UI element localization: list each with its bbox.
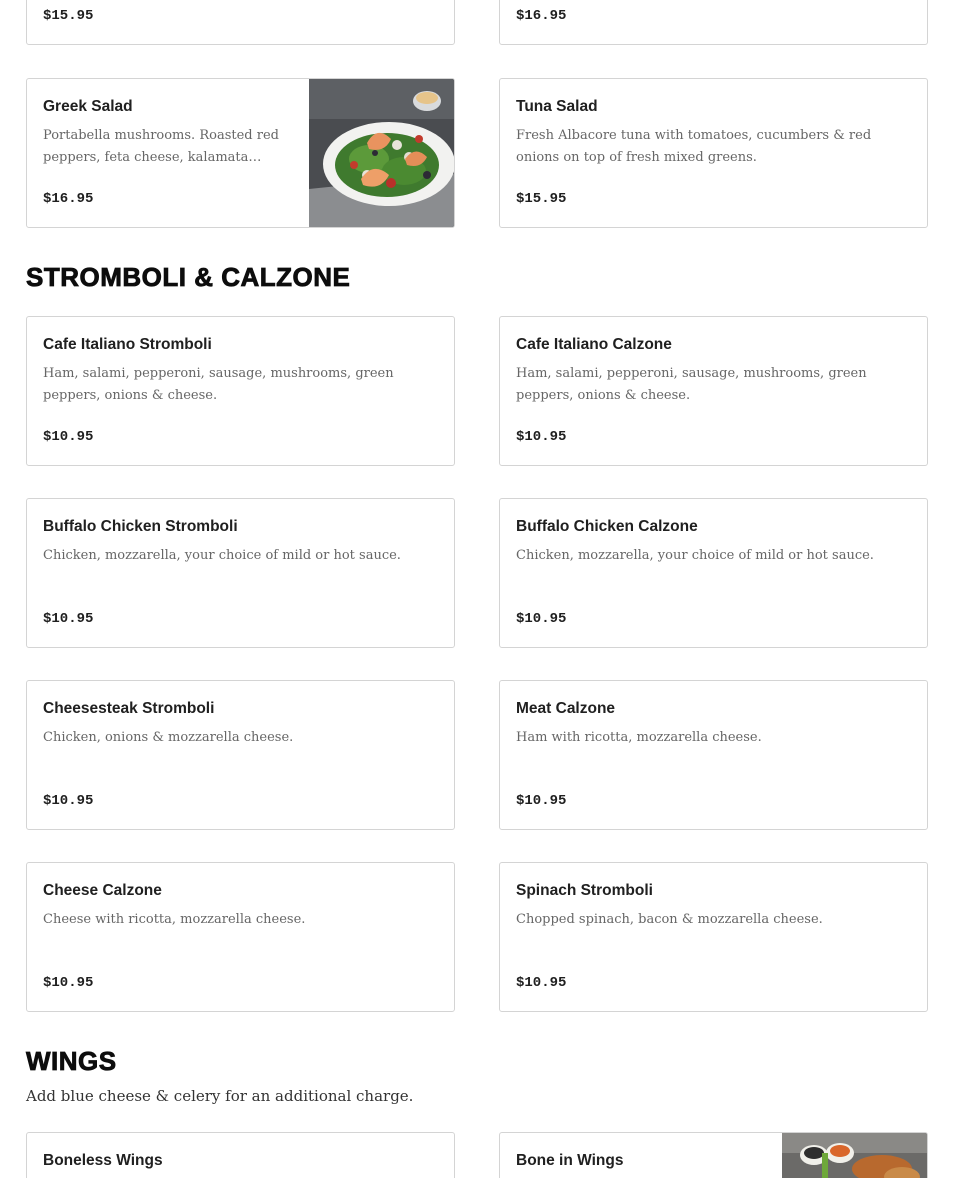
bone-in-wings-photo — [782, 1133, 927, 1178]
greek-salad-photo — [309, 79, 454, 227]
item-name: Cheesesteak Stromboli — [43, 700, 215, 717]
item-price: $10.95 — [516, 611, 567, 627]
item-name: Cafe Italiano Calzone — [516, 336, 672, 353]
menu-item-card-tuna-salad[interactable] — [499, 78, 928, 228]
item-description: Ham with ricotta, mozzarella cheese. — [516, 730, 762, 745]
menu-item-card[interactable] — [26, 316, 455, 466]
item-price: $15.95 — [43, 8, 94, 24]
item-name: Bone in Wings — [516, 1152, 624, 1169]
item-price: $15.95 — [516, 191, 567, 207]
item-description: Fresh Albacore tuna with tomatoes, cucumbers & red onions on top of fresh mixed greens. — [516, 128, 872, 165]
item-description: Chicken, mozzarella, your choice of mild or hot sauce. — [43, 548, 401, 563]
item-description: Chicken, mozzarella, your choice of mild or hot sauce. — [516, 548, 874, 563]
item-name: Spinach Stromboli — [516, 882, 653, 899]
item-price: $10.95 — [43, 429, 94, 445]
item-price: $10.95 — [43, 975, 94, 991]
item-name: Tuna Salad — [516, 98, 598, 115]
item-price: $10.95 — [43, 793, 94, 809]
item-name: Buffalo Chicken Stromboli — [43, 518, 238, 535]
section-note: Add blue cheese & celery for an additional charge. — [26, 1087, 414, 1105]
item-description: Chicken, onions & mozzarella cheese. — [43, 730, 294, 745]
item-price: $10.95 — [516, 793, 567, 809]
menu-item-card[interactable] — [499, 498, 928, 648]
menu-item-card[interactable] — [499, 862, 928, 1012]
item-name: Cafe Italiano Stromboli — [43, 336, 212, 353]
item-name: Meat Calzone — [516, 700, 616, 717]
menu-item-card[interactable] — [26, 498, 455, 648]
item-price: $16.95 — [516, 8, 567, 24]
menu-item-card[interactable] — [26, 1132, 455, 1178]
item-name: Greek Salad — [43, 98, 133, 115]
menu-item-card[interactable] — [499, 0, 928, 45]
menu-item-card[interactable] — [26, 0, 455, 45]
item-description: Chopped spinach, bacon & mozzarella cheese. — [516, 912, 823, 927]
menu-item-card[interactable] — [499, 316, 928, 466]
item-name: Buffalo Chicken Calzone — [516, 518, 698, 535]
item-description: Cheese with ricotta, mozzarella cheese. — [43, 912, 306, 927]
item-name: Cheese Calzone — [43, 882, 162, 899]
item-name: Boneless Wings — [43, 1152, 163, 1169]
section-title-stromboli: STROMBOLI & CALZONE — [26, 262, 351, 292]
item-price: $10.95 — [516, 429, 567, 445]
item-price: $16.95 — [43, 191, 94, 207]
item-description: Ham, salami, pepperoni, sausage, mushrooms, green peppers, onions & cheese. — [516, 366, 867, 403]
item-price: $10.95 — [43, 611, 94, 627]
item-description: Ham, salami, pepperoni, sausage, mushrooms, green peppers, onions & cheese. — [43, 366, 394, 403]
menu-item-card[interactable] — [499, 680, 928, 830]
menu-item-card[interactable] — [499, 1132, 928, 1178]
menu-item-card[interactable] — [26, 680, 455, 830]
item-price: $10.95 — [516, 975, 567, 991]
item-description: Portabella mushrooms. Roasted red peppers, feta cheese, kalamata — [43, 128, 279, 165]
menu-item-card-greek-salad[interactable] — [26, 78, 455, 228]
menu-item-card[interactable] — [26, 862, 455, 1012]
section-title-wings: WINGS — [26, 1046, 117, 1076]
